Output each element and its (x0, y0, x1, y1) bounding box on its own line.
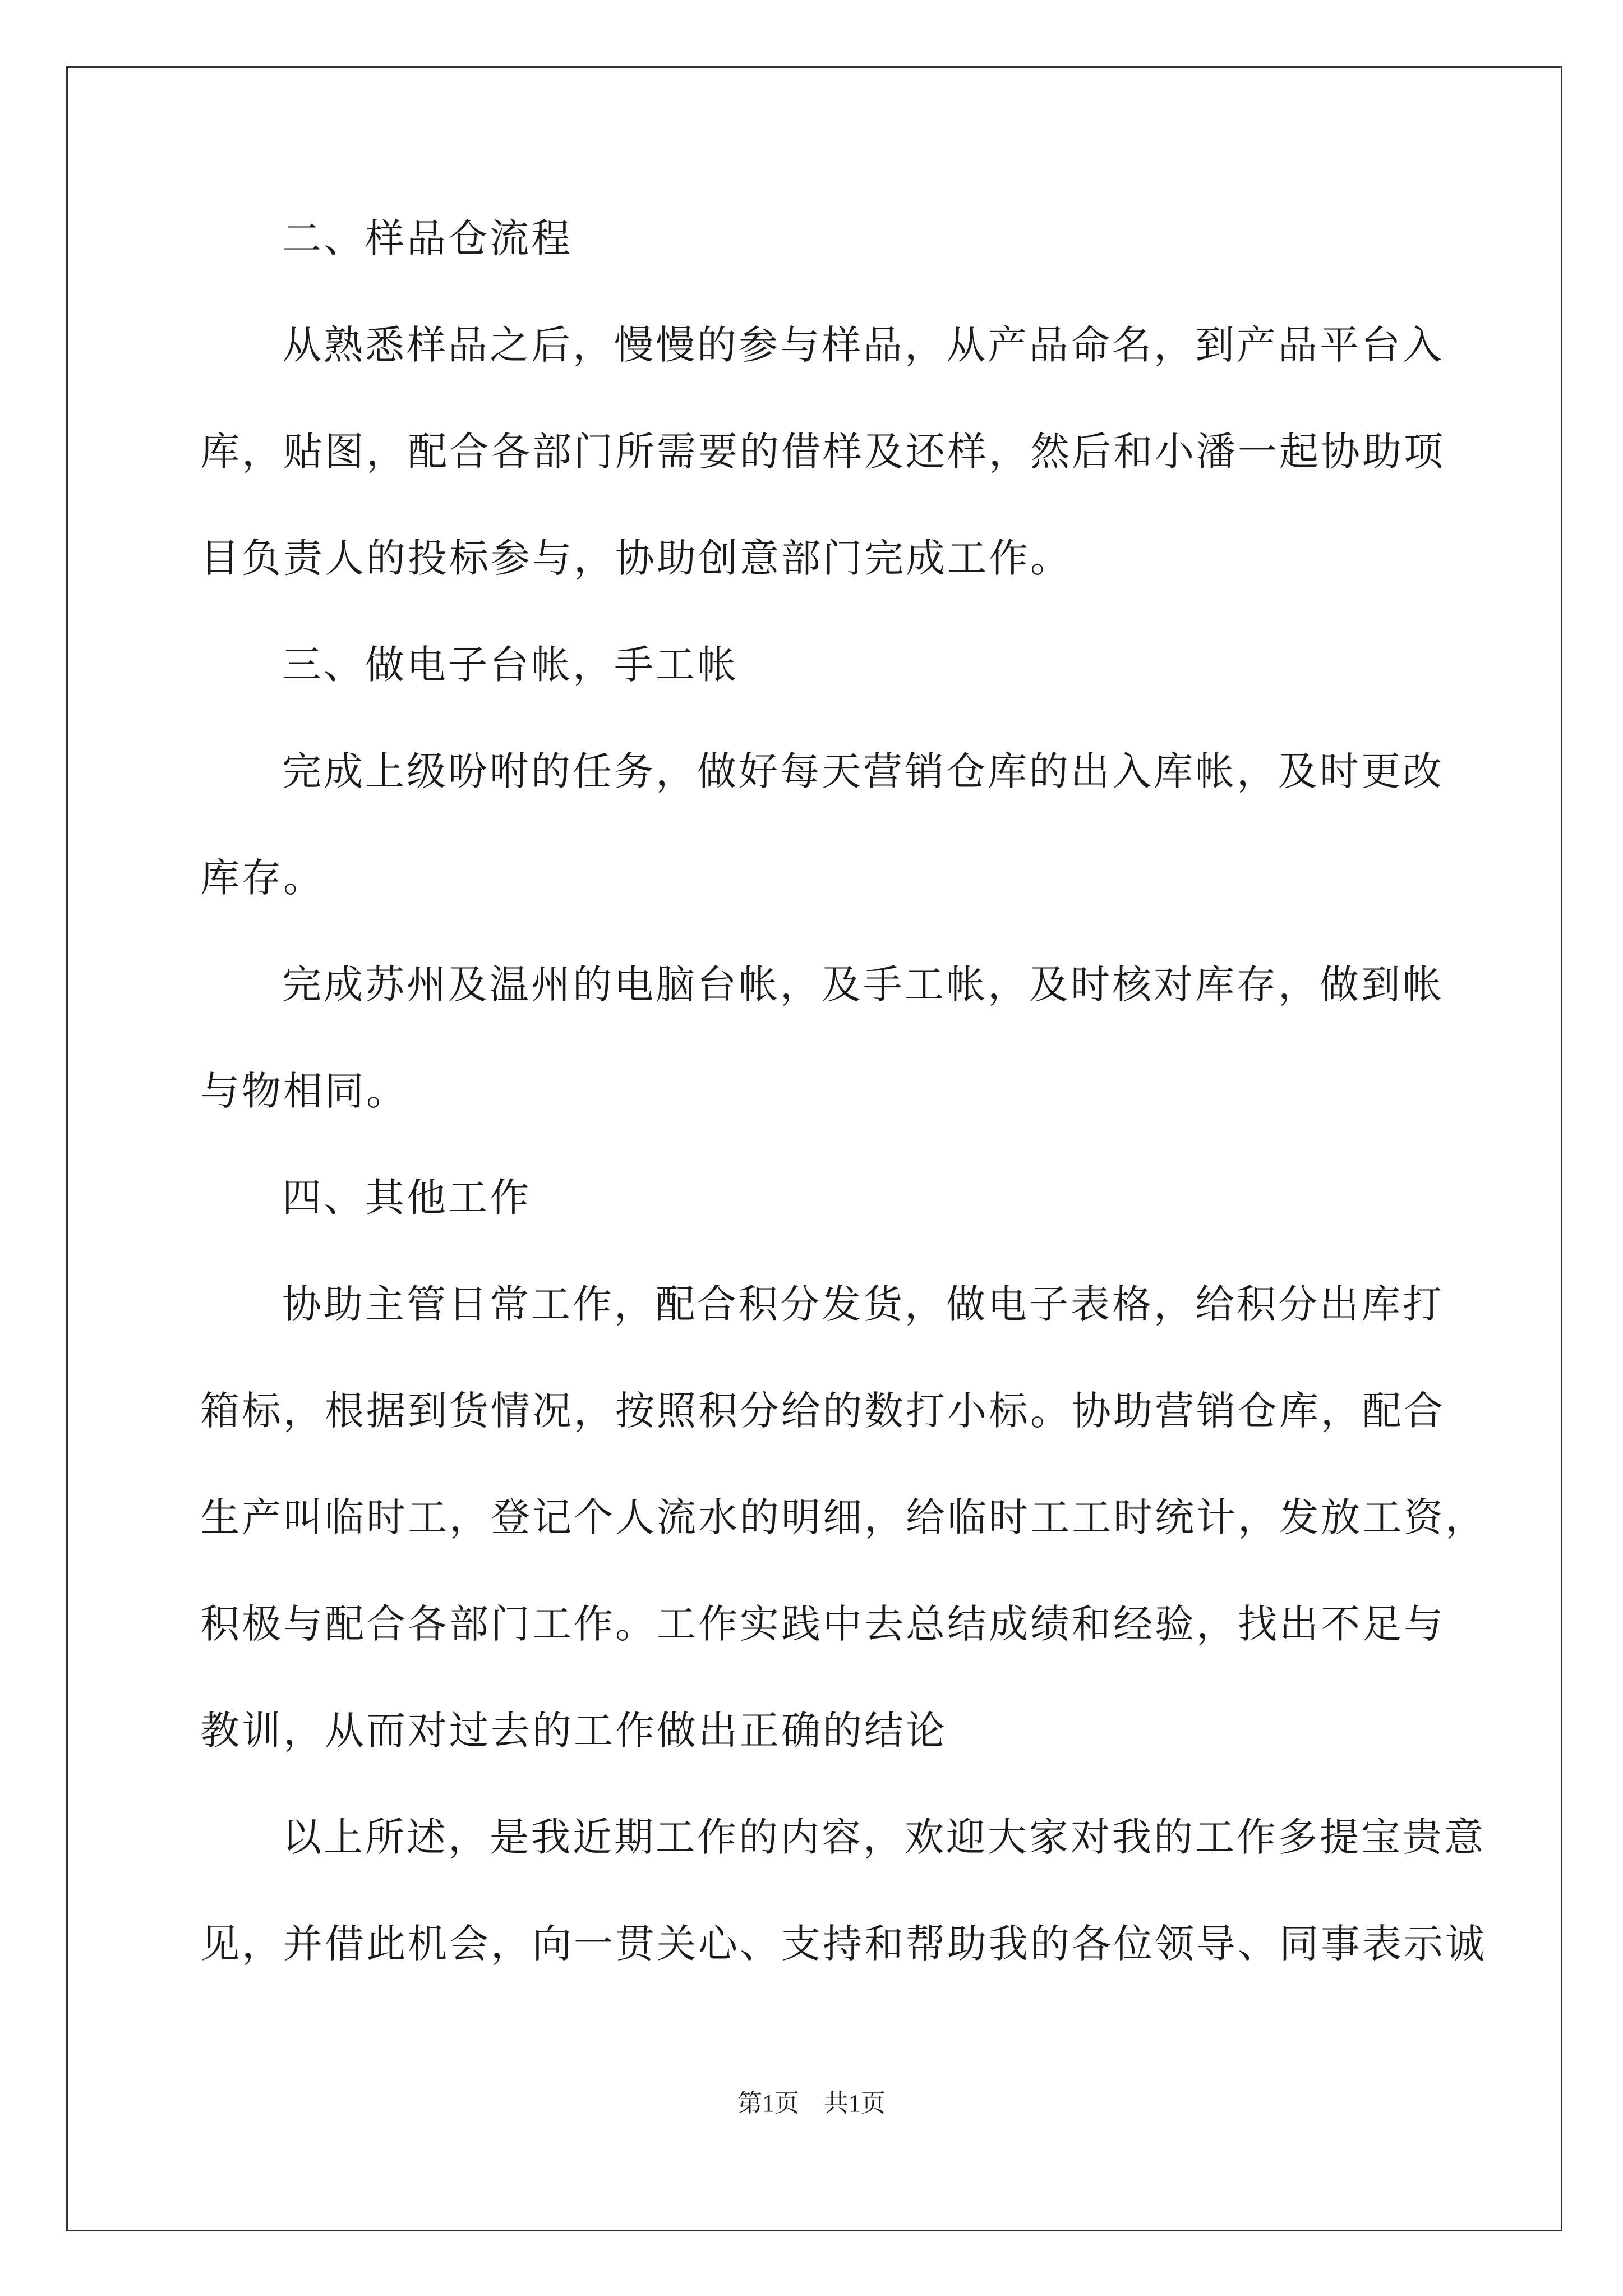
paragraph-line: 完成苏州及温州的电脑台帐，及手工帐，及时核对库存，做到帐 (282, 961, 1444, 1007)
paragraph-line: 库，贴图，配合各部门所需要的借样及还样，然后和小潘一起协助项 (200, 429, 1445, 475)
paragraph-line: 从熟悉样品之后，慢慢的参与样品，从产品命名，到产品平台入 (282, 322, 1444, 368)
paragraph-line: 积极与配合各部门工作。工作实践中去总结成绩和经验，找出不足与 (200, 1601, 1445, 1647)
paragraph-line: 以上所述，是我近期工作的内容，欢迎大家对我的工作多提宝贵意 (282, 1814, 1486, 1860)
section-heading-sample-warehouse: 二、样品仓流程 (282, 215, 573, 261)
paragraph-line: 库存。 (200, 855, 325, 901)
page-number-footer: 第1页 共1页 (737, 2090, 886, 2117)
paragraph-line: 箱标，根据到货情况，按照积分给的数打小标。协助营销仓库，配合 (200, 1388, 1445, 1434)
page-border (66, 66, 1562, 2231)
section-heading-ledger: 三、做电子台帐，手工帐 (282, 642, 739, 688)
paragraph-line: 教训，从而对过去的工作做出正确的结论 (200, 1708, 947, 1754)
paragraph-line: 完成上级吩咐的任务，做好每天营销仓库的出入库帐，及时更改 (282, 748, 1444, 794)
paragraph-line: 生产叫临时工，登记个人流水的明细，给临时工工时统计，发放工资， (200, 1494, 1487, 1540)
paragraph-line: 见，并借此机会，向一贯关心、支持和帮助我的各位领导、同事表示诚 (200, 1921, 1487, 1967)
paragraph-line: 协助主管日常工作，配合积分发货，做电子表格，给积分出库打 (282, 1281, 1444, 1327)
section-heading-other-work: 四、其他工作 (282, 1175, 531, 1221)
paragraph-line: 目负责人的投标参与，协助创意部门完成工作。 (200, 535, 1072, 581)
paragraph-line: 与物相同。 (200, 1068, 408, 1114)
